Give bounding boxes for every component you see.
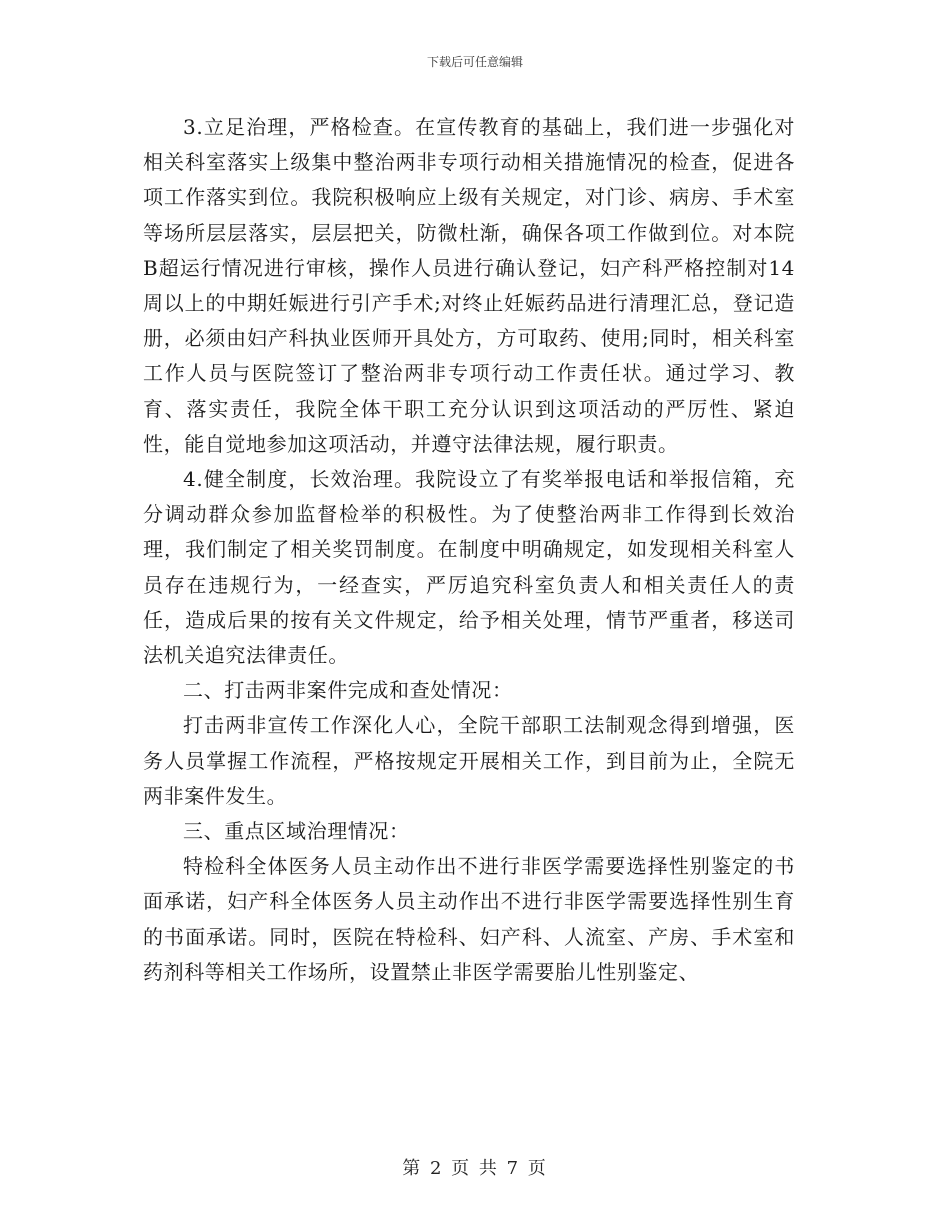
- paragraph-system: 4.健全制度，长效治理。我院设立了有奖举报电话和举报信箱，充分调动群众参加监督检举的积极性。为了使整治两非工作得到长效治理，我们制定了相关奖罚制度。在制度中明确规定，如发现相关科室人员存在违规行为，一经查实，严厉追究科室负责人和相关责任人的责任，造成后果的按有关文件规定，给予相关处理，情节严重者，移送司法机关追究法律责任。: [143, 467, 795, 668]
- page-header: 下载后可任意编辑: [426, 55, 523, 69]
- section-heading-cases: 二、打击两非案件完成和查处情况：: [183, 678, 513, 703]
- section-heading-key-areas: 三、重点区域治理情况：: [183, 819, 410, 844]
- page-number: 第 2 页 共 7 页: [402, 1158, 548, 1179]
- document-body: [143, 110, 795, 990]
- paragraph-cases: 打击两非宣传工作深化人心，全院干部职工法制观念得到增强，医务人员掌握工作流程，严格按规定开展相关工作，到目前为止，全院无两非案件发生。: [143, 713, 795, 808]
- paragraph-key-areas: 特检科全体医务人员主动作出不进行非医学需要选择性别鉴定的书面承诺，妇产科全体医务人员主动作出不进行非医学需要选择性别生育的书面承诺。同时，医院在特检科、妇产科、人流室、产房、手术室和药剂科等相关工作场所，设置禁止非医学需要胎儿性别鉴定、: [143, 854, 795, 984]
- paragraph-inspection: 3.立足治理，严格检查。在宣传教育的基础上，我们进一步强化对相关科室落实上级集中整治两非专项行动相关措施情况的检查，促进各项工作落实到位。我院积极响应上级有关规定，对门诊、病房、手术室等场所层层落实，层层把关，防微杜渐，确保各项工作做到位。对本院B超运行情况进行审核，操作人员进行确认登记，妇产科严格控制对14周以上的中期妊娠进行引产手术;对终止妊娠药品进行清理汇总，登记造册，必须由妇产科执业医师开具处方，方可取药、使用;同时，相关科室工作人员与医院签订了整治两非专项行动工作责任状。通过学习、教育、落实责任，我院全体干职工充分认识到这项活动的严厉性、紧迫性，能自觉地参加这项活动，并遵守法律法规，履行职责。: [143, 115, 795, 456]
